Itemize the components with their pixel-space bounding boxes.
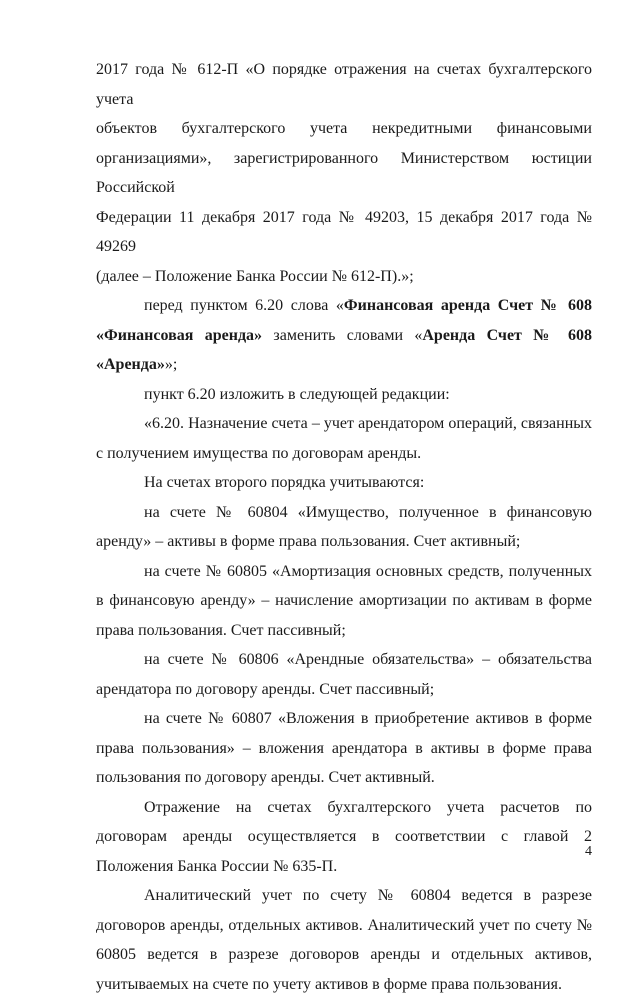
page-number: 4 [585,844,592,859]
account-60807-paragraph: на счете № 60807 «Вложения в приобретение активов в форме права пользования» – вложения арендатора в активы в форме права пользования по договору аренды. Счет активный. [96,710,592,786]
analytic-accounting-paragraph: Аналитический учет по счету № 60804 ведется в разрезе договоров аренды, отдельных активов. Аналитический учет по счету № 60805 ведется в разрезе договоров аренды и отдельных активов, учитываемых на счете по учету активов в форме права пользования. [96,887,592,993]
second-order-heading: На счетах второго порядка учитываются: [144,474,425,491]
account-60805-paragraph: на счете № 60805 «Амортизация основных средств, полученных в финансовую аренду» – начисление амортизации по активам в форме права пользования. Счет пассивный; [96,562,592,639]
amendment-post-text: »; [164,356,178,373]
amendment-old-heading: Финансовая аренда Счет № 608 «Финансовая аренда» [96,297,593,344]
account-60804-paragraph: на счете № 60804 «Имущество, полученное в финансовую аренду» – активы в форме права пользования. Счет активный; [96,503,592,550]
document-page [96,55,592,999]
intro-line-1: 2017 года № 612-П «О порядке отражения на счетах бухгалтерского учета [96,61,592,108]
intro-line-3: организациями», зарегистрированного Министерством юстиции Российской [96,149,592,196]
amendment-new-heading: Аренда Счет № 608 «Аренда» [96,326,593,373]
amendment-restate-paragraph: пункт 6.20 изложить в следующей редакции: [144,385,450,403]
amendment-mid-text: заменить словами « [262,326,423,344]
account-60806-paragraph: на счете № 60806 «Арендные обязательства» – обязательства арендатора по договору аренды. Счет пассивный; [96,651,592,698]
reflection-paragraph: Отражение на счетах бухгалтерского учета расчетов по договорам аренды осуществляется в соответствии с главой 2 Положения Банка России № 635-П. [96,798,592,875]
amendment-rename-paragraph [96,291,592,380]
intro-line-5: (далее – Положение Банка России № 612-П).»; [96,267,414,285]
account-purpose-paragraph: «6.20. Назначение счета – учет арендатором операций, связанных с получением имущества по договорам аренды. [96,415,592,462]
intro-line-2: объектов бухгалтерского учета некредитными финансовыми [96,120,592,137]
amendment-pre-text: перед пунктом 6.20 слова « [144,297,344,314]
intro-line-4: Федерации 11 декабря 2017 года № 49203, 15 декабря 2017 года № 49269 [96,208,592,255]
